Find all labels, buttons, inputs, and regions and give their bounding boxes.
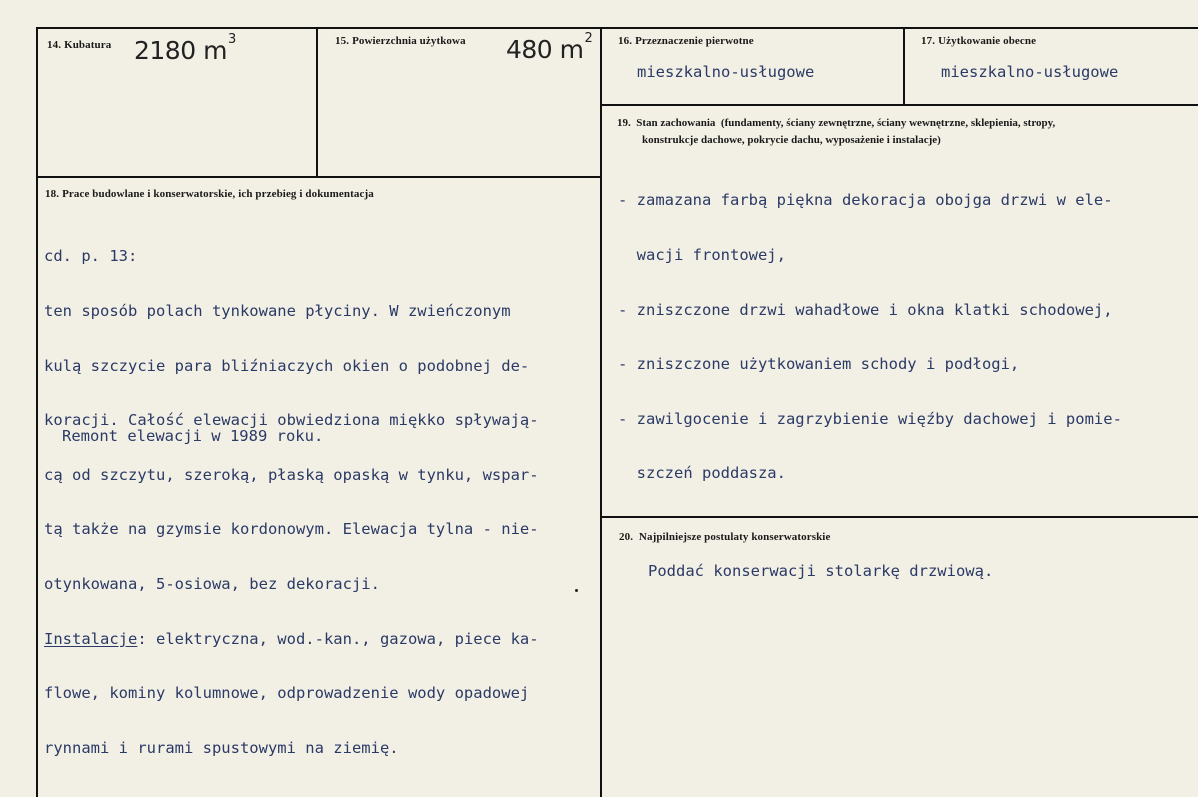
field-20-number: 20. [619, 531, 634, 543]
condition-item: szczeń poddasza. [618, 464, 786, 483]
field-17-title: Użytkowanie obecne [938, 35, 1037, 47]
condition-item: wacji frontowej, [618, 246, 786, 265]
field-18-number: 18. [45, 188, 60, 200]
condition-item: - zawilgocenie i zagrzybienie więźby dachowej i pomie- [618, 409, 1122, 428]
field-19-desc-2: konstrukcje dachowe, pokrycie dachu, wyposażenie i instalacje) [642, 134, 941, 146]
field-15-label [335, 35, 466, 47]
field-17-label [921, 35, 1036, 47]
field-18-line: kulą szczycie para bliźniaczych okien o podobnej de- [44, 356, 530, 375]
field-18-line: cą od szczytu, szeroką, płaską opaską w tynku, wspar- [44, 465, 539, 484]
divider-below-16-17 [601, 104, 1198, 106]
installations-text: : elektryczna, wod.-kan., gazowa, piece ka- [137, 629, 539, 648]
field-19-text [618, 155, 1122, 501]
field-16-number: 16. [618, 35, 633, 47]
field-15-title: Powierzchnia użytkowa [352, 35, 466, 47]
field-15-number: 15. [335, 35, 350, 47]
field-19-desc-1: (fundamenty, ściany zewnętrzne, ściany wewnętrzne, sklepienia, stropy, [720, 117, 1056, 129]
field-19-title: Stan zachowania [636, 117, 716, 129]
field-16-label [618, 35, 754, 47]
field-17-number: 17. [921, 35, 936, 47]
field-20-label [619, 531, 830, 543]
renovation-note: Remont elewacji w 1989 roku. [62, 427, 324, 445]
center-divider [600, 27, 602, 797]
field-20-title: Najpilniejsze postulaty konserwatorskie [638, 531, 831, 543]
divider-19-20 [601, 516, 1198, 518]
field-16-value: mieszkalno-usługowe [637, 63, 815, 81]
field-19-label [617, 115, 1055, 149]
field-18-line: rynnami i rurami spustowymi na ziemię. [44, 738, 399, 757]
condition-item: - zamazana farbą piękna dekoracja obojga drzwi w ele- [618, 191, 1113, 210]
field-18-line: cd. p. 13: [44, 247, 138, 266]
condition-item: - zniszczone użytkowaniem schody i podłogi, [618, 355, 1020, 374]
cubature-unit-exponent: 3 [227, 32, 236, 47]
field-14-number: 14. [47, 39, 62, 51]
field-14-title: Kubatura [64, 39, 112, 51]
field-15-value [506, 31, 593, 64]
usable-area-unit-exponent: 2 [584, 31, 593, 46]
field-18-line: otynkowana, 5-osiowa, bez dekoracji. [44, 575, 380, 594]
condition-item: - zniszczone drzwi wahadłowe i okna klatki schodowej, [618, 300, 1113, 319]
divider-14-15 [316, 27, 318, 177]
field-18-label [45, 188, 374, 200]
usable-area-value: 480 m [506, 35, 584, 64]
field-18-line: koracji. Całość elewacji obwiedziona miękko spływają- [44, 411, 539, 430]
field-20-value: Poddać konserwacji stolarkę drzwiową. [648, 562, 994, 580]
field-17-value: mieszkalno-usługowe [941, 63, 1119, 81]
field-18-line: tą także na gzymsie kordonowym. Elewacja tylna - nie- [44, 520, 539, 539]
divider-top-left-row [36, 176, 602, 178]
top-border-line [36, 27, 1198, 29]
left-border-line [36, 27, 38, 797]
field-18-line: ten sposób polach tynkowane płyciny. W zwieńczonym [44, 302, 511, 321]
installations-heading: Instalacje [44, 629, 138, 648]
cubature-value: 2180 m [134, 36, 227, 65]
field-18-line: flowe, kominy kolumnowe, odprowadzenie wody opadowej [44, 684, 530, 703]
field-14-value [134, 32, 236, 65]
divider-16-17 [903, 27, 905, 105]
ink-dot [575, 589, 578, 592]
field-19-number: 19. [617, 117, 631, 129]
field-14-label [47, 39, 111, 51]
installations-line [44, 630, 539, 648]
field-18-title: Prace budowlane i konserwatorskie, ich przebieg i dokumentacja [62, 188, 374, 200]
field-18-text [44, 211, 539, 775]
field-16-title: Przeznaczenie pierwotne [635, 35, 754, 47]
field-19-label-line-1 [617, 115, 1055, 132]
